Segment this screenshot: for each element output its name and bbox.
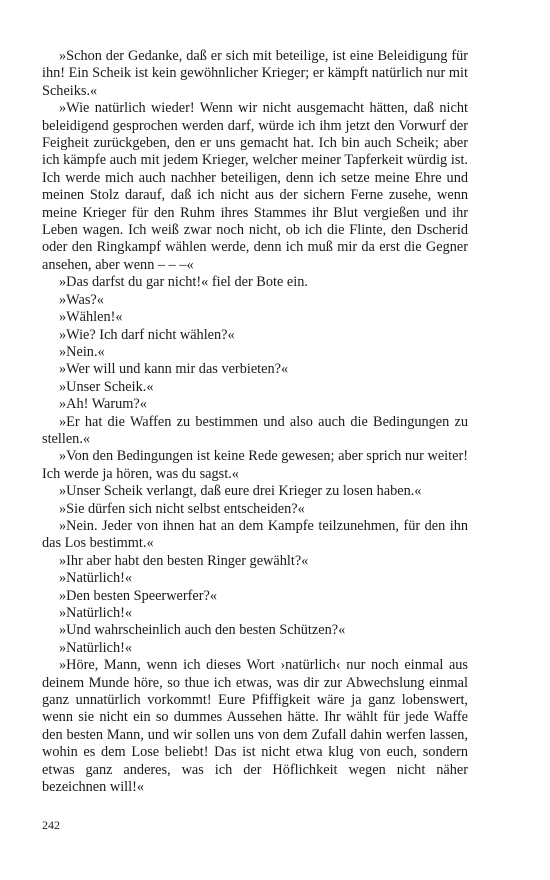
paragraph: »Nein.« bbox=[59, 343, 105, 360]
paragraph: »Wie natürlich wieder! Wenn wir nicht ausgemacht hätten, daß nicht beleidigend gesprochen werden darf, würde ich ihm jetzt den Vorwurf der Feigheit zurückgeben, den er uns gemacht hat. Ich bin auch Scheik; aber ich kämpfe auch mit jedem Krieger, welcher meiner Tapferkeit würdig ist. Ich werde mich auch nachher beteiligen, denn ich setze meine Ehre und meinen Stolz darauf, daß ich nicht aus der sichern Ferne zusehe, wenn meine Krieger für den Ruhm ihres Stammes ihr Blut vergießen und ihr Leben wagen. Ich weiß zwar noch nicht, ob ich die Flinte, den Dscherid oder den Ringkampf wählen werde, denn ich muß mir da erst die Gegner ansehen, aber wenn – – –« bbox=[42, 100, 468, 273]
paragraph: »Was?« bbox=[59, 291, 104, 308]
paragraph: »Natürlich!« bbox=[59, 605, 133, 621]
paragraph: »Ihr aber habt den besten Ringer gewählt?« bbox=[59, 552, 309, 569]
paragraph: »Das darfst du gar nicht!« fiel der Bote ein. bbox=[59, 274, 308, 291]
paragraph: »Von den Bedingungen ist keine Rede gewesen; aber sprich nur weiter! Ich werde ja hören, was du sagst.« bbox=[42, 448, 468, 482]
page-number: 242 bbox=[42, 818, 60, 832]
paragraph: »Unser Scheik.« bbox=[59, 378, 154, 395]
paragraph: »Und wahrscheinlich auch den besten Schützen?« bbox=[59, 622, 346, 639]
paragraph: »Höre, Mann, wenn ich dieses Wort ›natürlich‹ nur noch einmal aus deinem Munde höre, so thue ich etwas, was dir zur Abwechslung einmal ganz unnatürlich vorkommt! Eure Pfiffigkeit wäre ja ganz lobenswert, wenn sie nicht ein so dummes Aussehen hätte. Ihr wählt für jede Waffe den besten Mann, und wir sollen uns von dem Zufall dahin werfen lassen, wohin es dem Lose beliebt! Das ist nicht etwa klug von euch, sondern etwas ganz anderes, was ich der Höflichkeit wegen nicht näher bezeichnen will!« bbox=[42, 657, 468, 796]
paragraph: »Schon der Gedanke, daß er sich mit beteilige, ist eine Beleidigung für ihn! Ein Scheik ist kein gewöhnlicher Krieger; er kämpft natürlich nur mit Scheiks.« bbox=[42, 48, 468, 99]
paragraph: »Wie? Ich darf nicht wählen?« bbox=[59, 326, 235, 343]
paragraph: »Wählen!« bbox=[59, 309, 123, 326]
paragraph: »Er hat die Waffen zu bestimmen und also auch die Bedingungen zu stellen.« bbox=[42, 413, 468, 447]
paragraph: »Ah! Warum?« bbox=[59, 396, 147, 413]
paragraph: »Wer will und kann mir das verbieten?« bbox=[59, 361, 289, 378]
paragraph: »Unser Scheik verlangt, daß eure drei Krieger zu losen haben.« bbox=[59, 483, 422, 500]
paragraph: »Nein. Jeder von ihnen hat an dem Kampfe teilzunehmen, für den ihn das Los bestimmt.« bbox=[42, 517, 468, 552]
paragraph: »Natürlich!« bbox=[59, 639, 133, 656]
page-text bbox=[42, 48, 468, 796]
paragraph: »Natürlich!« bbox=[59, 570, 133, 587]
paragraph: »Sie dürfen sich nicht selbst entscheiden?« bbox=[59, 500, 305, 517]
paragraph: »Den besten Speerwerfer?« bbox=[59, 587, 217, 604]
